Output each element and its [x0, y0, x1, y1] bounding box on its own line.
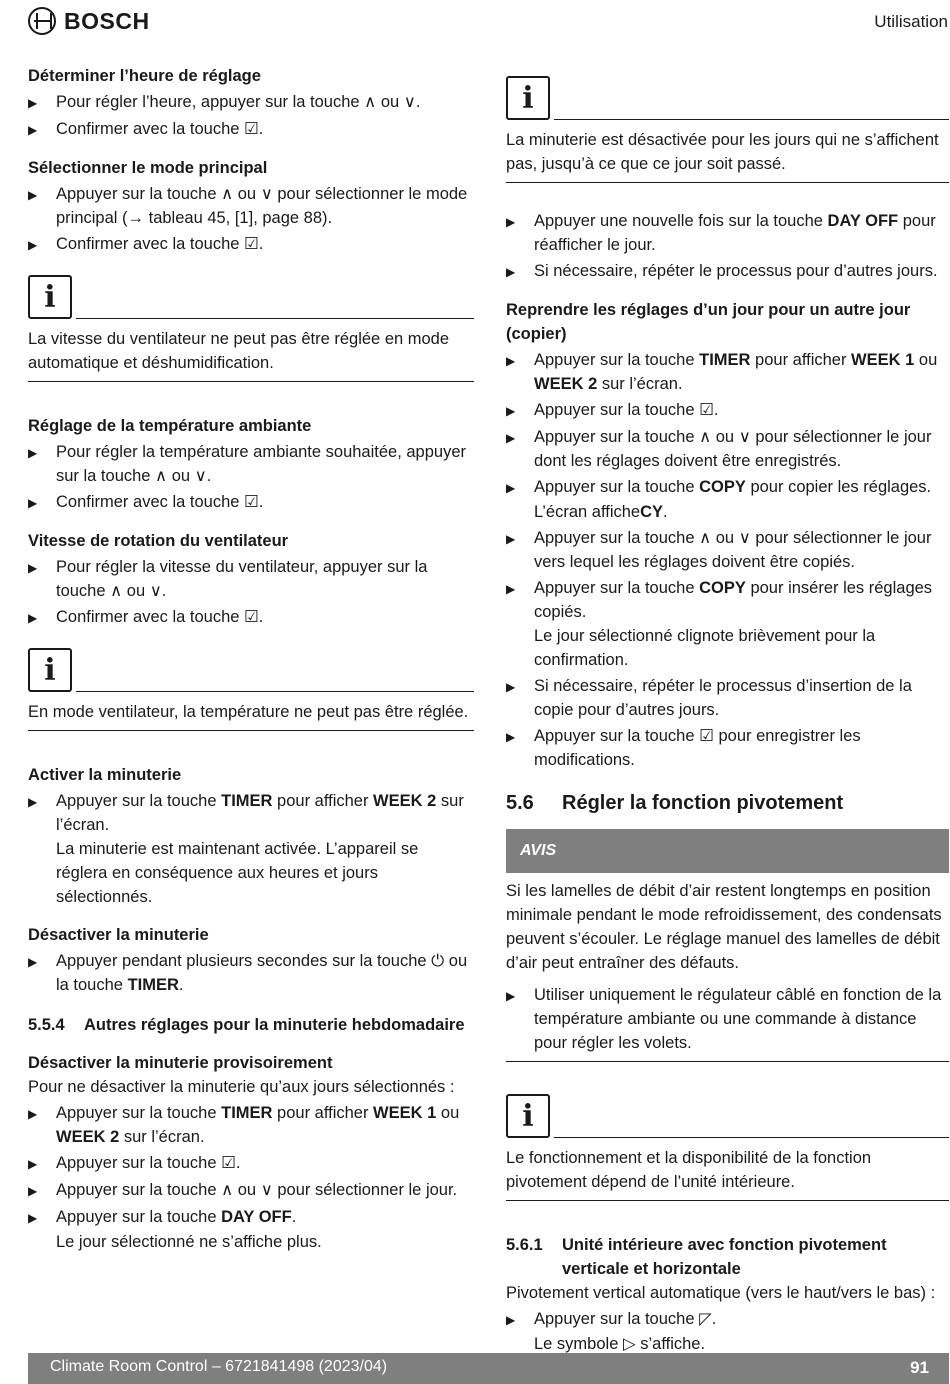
list-item: ▶ Appuyer sur la touche ∧ ou ∨ pour sélectionner le jour dont les réglages doivent être enregistrés.: [506, 425, 949, 473]
list-item: ▶ Appuyer pendant plusieurs secondes sur la touche ⏻ ou la touche TIMER.: [28, 949, 474, 997]
info-note: i La vitesse du ventilateur ne peut pas être réglée en mode automatique et déshumidification.: [28, 275, 474, 382]
list-item: ▶ Pour régler l’heure, appuyer sur la touche ∧ ou ∨.: [28, 90, 474, 115]
list-item: ▶ Appuyer sur la touche ∧ ou ∨ pour sélectionner le jour vers lequel les réglages doivent être copiés.: [506, 526, 949, 574]
heading-fan-speed: Vitesse de rotation du ventilateur: [28, 532, 289, 550]
list-item: ▶ Appuyer sur la touche TIMER pour afficher WEEK 1 ou WEEK 2 sur l’écran.: [506, 348, 949, 396]
list-item: ▶ Confirmer avec la touche ☑.: [28, 605, 474, 630]
bullet-arrow-icon: ▶: [28, 238, 38, 252]
list-item-continuation: Le jour sélectionné clignote brièvement pour la confirmation.: [534, 627, 876, 669]
list-item: ▶ Appuyer une nouvelle fois sur la touche DAY OFF pour réafficher le jour.: [506, 209, 949, 257]
info-note: i En mode ventilateur, la température ne peut pas être réglée.: [28, 648, 474, 731]
list-item: ▶ Confirmer avec la touche ☑.: [28, 117, 474, 142]
bullet-arrow-icon: ▶: [28, 1107, 38, 1121]
bosch-logo: [28, 7, 150, 35]
info-icon: i: [506, 76, 550, 120]
bullet-arrow-icon: ▶: [506, 1313, 516, 1327]
list-item: ▶ Utiliser uniquement le régulateur câblé en fonction de la température ambiante ou une commande à distance pour régler les volets.: [506, 983, 949, 1055]
heading-set-time: Déterminer l’heure de réglage: [28, 67, 261, 85]
bullet-arrow-icon: ▶: [28, 795, 38, 809]
bullet-arrow-icon: ▶: [506, 582, 516, 596]
list-item: ▶ Appuyer sur la touche ☑.: [28, 1151, 474, 1176]
bosch-emblem-icon: [28, 7, 56, 35]
bullet-arrow-icon: ▶: [506, 730, 516, 744]
bullet-arrow-icon: ▶: [28, 446, 38, 460]
info-icon: i: [28, 275, 72, 319]
bullet-arrow-icon: ▶: [506, 265, 516, 279]
bullet-arrow-icon: ▶: [28, 123, 38, 137]
list-item: ▶ Si nécessaire, répéter le processus d’insertion de la copie pour d’autres jours.: [506, 674, 949, 722]
bullet-arrow-icon: ▶: [28, 96, 38, 110]
list-item: ▶ Confirmer avec la touche ☑.: [28, 232, 474, 257]
section-label: Utilisation: [874, 12, 948, 31]
list-item: ▶ Pour régler la température ambiante souhaitée, appuyer sur la touche ∧ ou ∨.: [28, 440, 474, 488]
bullet-arrow-icon: ▶: [506, 680, 516, 694]
list-item: ▶ Appuyer sur la touche TIMER pour afficher WEEK 2 sur l’écran.: [28, 789, 474, 837]
bullet-arrow-icon: ▶: [506, 215, 516, 229]
bullet-arrow-icon: ▶: [506, 989, 516, 1003]
bullet-arrow-icon: ▶: [506, 532, 516, 546]
info-note: i La minuterie est désactivée pour les jours qui ne s’affichent pas, jusqu’à ce que ce jour soit passé.: [506, 76, 949, 183]
info-note: i Le fonctionnement et la disponibilité de la fonction pivotement dépend de l’unité intérieure.: [506, 1094, 949, 1201]
list-item: ▶ Confirmer avec la touche ☑.: [28, 490, 474, 515]
bullet-arrow-icon: ▶: [28, 496, 38, 510]
bullet-arrow-icon: ▶: [28, 188, 38, 202]
right-column: [506, 76, 949, 1356]
list-item: ▶ Appuyer sur la touche ☑.: [506, 398, 949, 423]
bullet-arrow-icon: ▶: [28, 955, 38, 969]
heading-copy-settings: Reprendre les réglages d’un jour pour un autre jour (copier): [506, 301, 911, 343]
page-number: 91: [910, 1358, 929, 1377]
subsection-title-5-6-1: 5.6.1 Unité intérieure avec fonction pivotement verticale et horizontale: [506, 1236, 887, 1278]
bullet-arrow-icon: ▶: [28, 1184, 38, 1198]
list-item-continuation: Le jour sélectionné ne s’affiche plus.: [56, 1233, 322, 1251]
bullet-arrow-icon: ▶: [506, 354, 516, 368]
heading-deactivate-timer: Désactiver la minuterie: [28, 926, 209, 944]
list-item-continuation: Le symbole ▷ s’affiche.: [534, 1335, 706, 1353]
info-icon: i: [28, 648, 72, 692]
heading-deactivate-temporarily: Désactiver la minuterie provisoirement: [28, 1054, 333, 1072]
notice-header: AVIS: [506, 829, 949, 873]
bullet-arrow-icon: ▶: [28, 611, 38, 625]
heading-main-mode: Sélectionner le mode principal: [28, 159, 268, 177]
list-item: ▶ Appuyer sur la touche ∧ ou ∨ pour sélectionner le jour.: [28, 1178, 474, 1203]
info-icon: i: [506, 1094, 550, 1138]
paragraph: Pour ne désactiver la minuterie qu’aux jours sélectionnés :: [28, 1078, 455, 1096]
list-item: ▶ Si nécessaire, répéter le processus pour d’autres jours.: [506, 259, 949, 284]
list-item: ▶ Appuyer sur la touche COPY pour copier les réglages.: [506, 475, 949, 500]
bullet-arrow-icon: ▶: [506, 481, 516, 495]
list-item: ▶ Pour régler la vitesse du ventilateur, appuyer sur la touche ∧ ou ∨.: [28, 555, 474, 603]
notice-block: Si les lamelles de débit d’air restent longtemps en position minimale pendant le mode refroidissement, des condensats peuvent s’écouler. Le réglage manuel des lamelles de débit d’air peut entraîner des défauts. ▶ Utiliser uniquement le régulateur câblé en fonction de la température ambiante ou une commande à distance pour régler les volets.: [506, 873, 949, 1062]
bullet-arrow-icon: ▶: [506, 404, 516, 418]
list-item: ▶ Appuyer sur la touche COPY pour insérer les réglages copiés.: [506, 576, 949, 624]
section-title-5-6: 5.6 Régler la fonction pivotement: [506, 792, 844, 814]
brand-name: BOSCH: [64, 7, 150, 34]
list-item: ▶ Appuyer sur la touche ◸.: [506, 1307, 949, 1332]
paragraph: Pivotement vertical automatique (vers le haut/vers le bas) :: [506, 1284, 936, 1302]
list-item: ▶ Appuyer sur la touche ∧ ou ∨ pour sélectionner le mode principal (→ tableau 45, [1], page 88).: [28, 182, 474, 230]
list-item: ▶ Appuyer sur la touche TIMER pour afficher WEEK 1 ou WEEK 2 sur l’écran.: [28, 1101, 474, 1149]
list-item: ▶ Appuyer sur la touche ☑ pour enregistrer les modifications.: [506, 724, 949, 772]
list-item-continuation: L’écran afficheCY.: [534, 503, 668, 521]
subsection-title-5-5-4: 5.5.4 Autres réglages pour la minuterie hebdomadaire: [28, 1016, 465, 1034]
document-reference: Climate Room Control – 6721841498 (2023/04): [50, 1358, 388, 1375]
heading-room-temperature: Réglage de la température ambiante: [28, 417, 312, 435]
page-footer: [28, 1353, 949, 1384]
left-column: [28, 64, 474, 1254]
bullet-arrow-icon: ▶: [28, 1157, 38, 1171]
list-item: ▶ Appuyer sur la touche DAY OFF.: [28, 1205, 474, 1230]
bullet-arrow-icon: ▶: [506, 431, 516, 445]
bullet-arrow-icon: ▶: [28, 561, 38, 575]
bullet-arrow-icon: ▶: [28, 1211, 38, 1225]
heading-activate-timer: Activer la minuterie: [28, 766, 182, 784]
list-item-continuation: La minuterie est maintenant activée. L’appareil se réglera en conséquence aux heures et jours sélectionnés.: [56, 840, 419, 906]
